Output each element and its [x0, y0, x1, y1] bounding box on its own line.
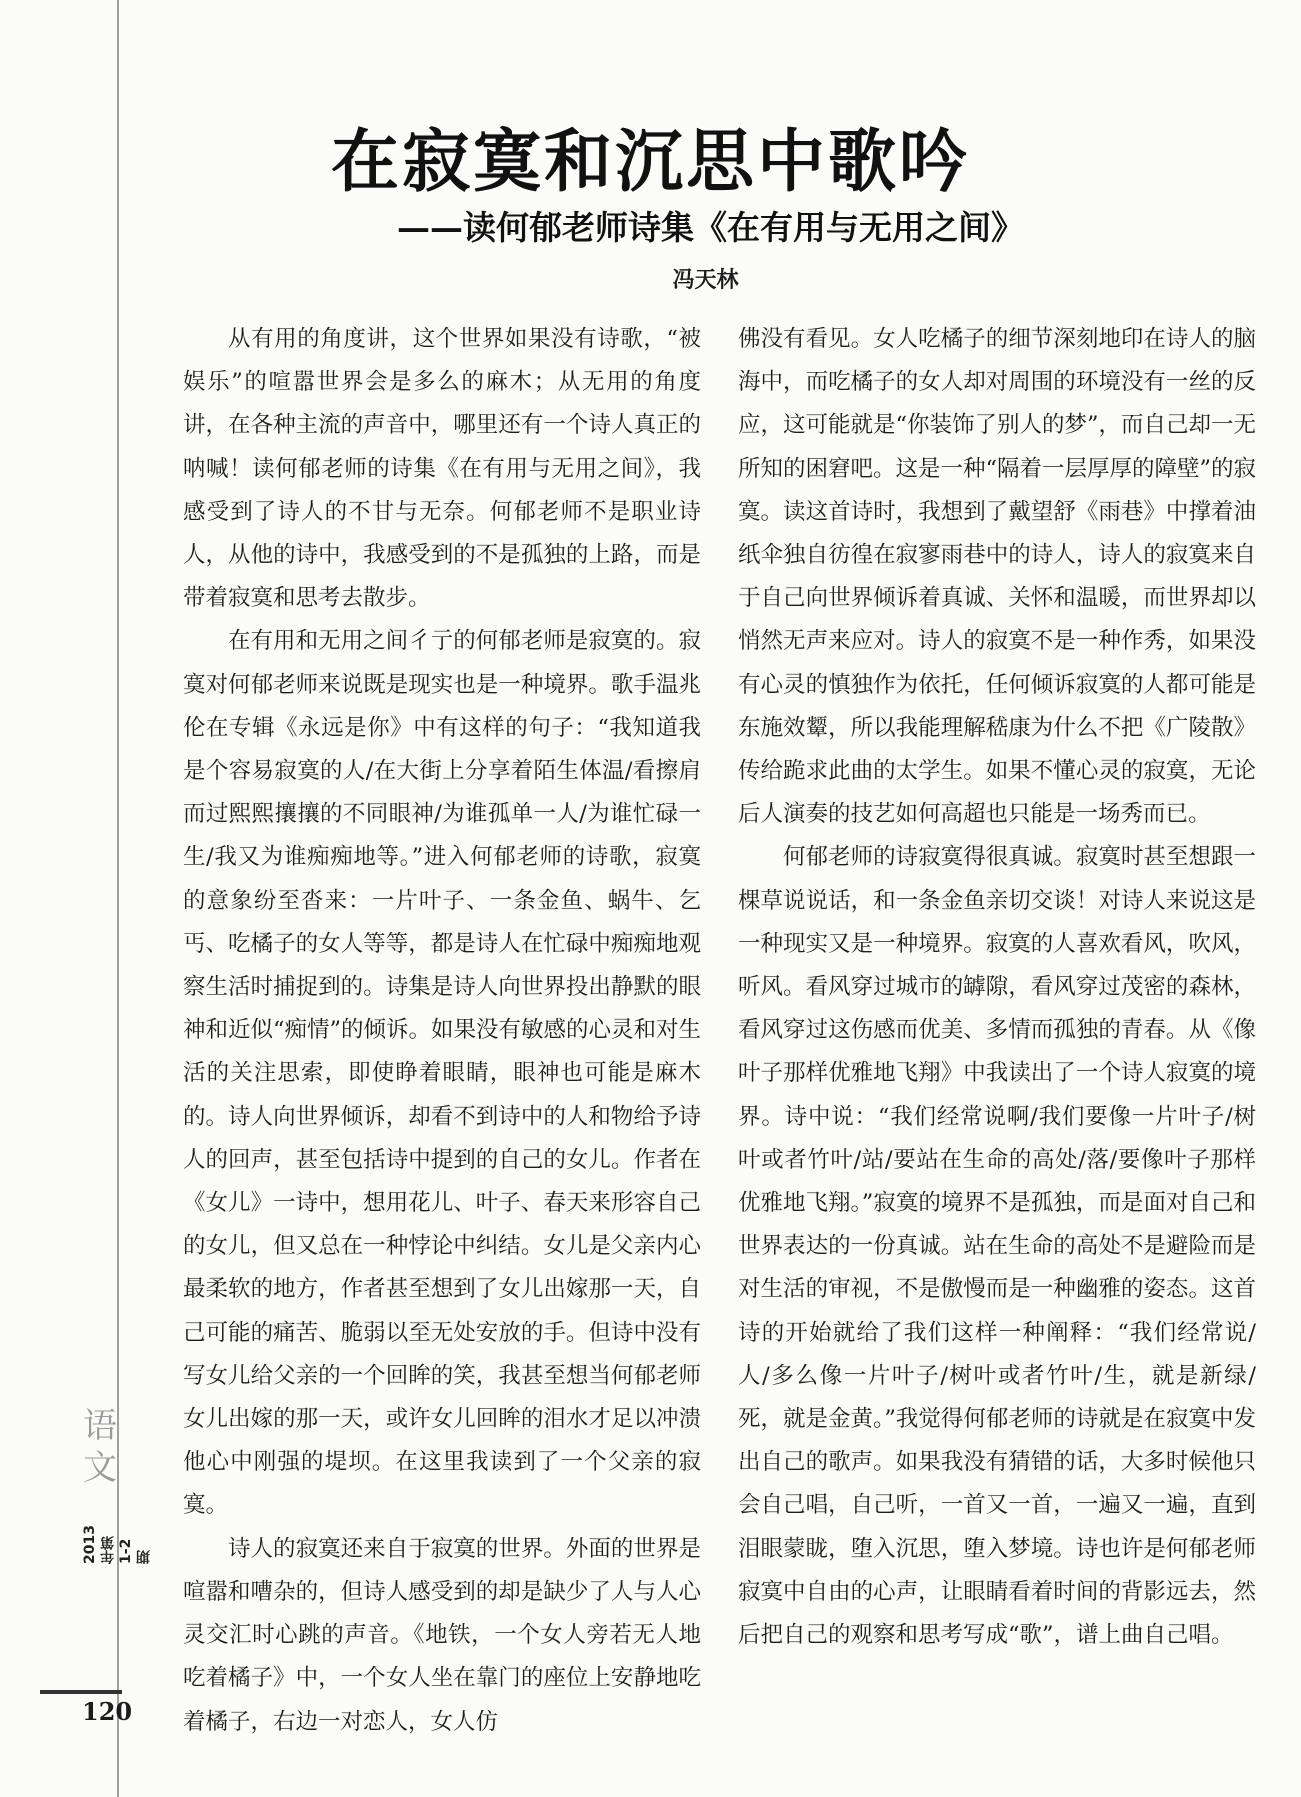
paragraph: 何郁老师的诗寂寞得很真诚。寂寞时甚至想跟一棵草说说话，和一条金鱼亲切交谈！对诗人来说这是一种现实又是一种境界。寂寞的人喜欢看风，吹风，听风。看风穿过城市的罅隙，看风穿过茂密的森林，看风穿过这伤感而优美、多情而孤独的青春。从《像叶子那样优雅地飞翔》中我读出了一个诗人寂寞的境界。诗中说：“我们经常说啊/我们要像一片叶子/树叶或者竹叶/站/要站在生命的高处/落/要像叶子那样优雅地飞翔。”寂寞的境界不是孤独，而是面对自己和世界表达的一份真诚。站在生命的高处不是避险而是对生活的审视，不是傲慢而是一种幽雅的姿态。这首诗的开始就给了我们这样一种阐释：“我们经常说/人/多么像一片叶子/树叶或者竹叶/生，就是新绿/死，就是金黄。”我觉得何郁老师的诗就是在寂寞中发出自己的歌声。如果我没有猜错的话，大多时候他只会自己唱，自己听，一首又一首，一遍又一遍，直到泪眼蒙眬，堕入沉思，堕入梦境。诗也许是何郁老师寂寞中自由的心声，让眼睛看着时间的背影远去，然后把自己的观察和思考写成“歌”，谱上曲自己唱。: [738, 844, 1256, 1649]
paragraph: 诗人的寂寞还来自于寂寞的世界。外面的世界是喧嚣和嘈杂的，但诗人感受到的却是缺少了人与人心灵交汇时心跳的声音。《地铁，一个女人旁若无人地吃着橘子》中，一个女人坐在靠门的座位上安静地吃着橘子，右边一对恋人，女人仿: [183, 1535, 701, 1735]
article-title: 在寂寞和沉思中歌吟: [330, 122, 970, 202]
journal-char: 语: [83, 1406, 117, 1446]
body-column-right: [738, 318, 1256, 1657]
page-number-rule: [40, 1690, 122, 1694]
article-subtitle: ——读何郁老师诗集《在有用与无用之间》: [397, 208, 1024, 247]
page-number: 120: [82, 1697, 133, 1726]
paragraph: 在有用和无用之间彳亍的何郁老师是寂寞的。寂寞对何郁老师来说既是现实也是一种境界。歌手温兆伦在专辑《永远是你》中有这样的句子：“我知道我是个容易寂寞的人/在大街上分享着陌生体温/看擦肩而过熙熙攘攘的不同眼神/为谁孤单一人/为谁忙碌一生/我又为谁痴痴地等。”进入何郁老师的诗歌，寂寞的意象纷至沓来：一片叶子、一条金鱼、蜗牛、乞丐、吃橘子的女人等等，都是诗人在忙碌中痴痴地观察生活时捕捉到的。诗集是诗人向世界投出静默的眼神和近似“痴情”的倾诉。如果没有敏感的心灵和对生活的关注思索，即使睁着眼睛，眼神也可能是麻木的。诗人向世界倾诉，却看不到诗中的人和物给予诗人的回声，甚至包括诗中提到的自己的女儿。作者在《女儿》一诗中，想用花儿、叶子、春天来形容自己的女儿，但又总在一种悖论中纠结。女儿是父亲内心最柔软的地方，作者甚至想到了女儿出嫁那一天，自己可能的痛苦、脆弱以至无处安放的手。但诗中没有写女儿给父亲的一个回眸的笑，我甚至想当何郁老师女儿出嫁的那一天，或许女儿回眸的泪水才足以冲溃他心中刚强的堤坝。在这里我读到了一个父亲的寂寞。: [183, 628, 702, 1519]
paragraph: 从有用的角度讲，这个世界如果没有诗歌，“被娱乐”的喧嚣世界会是多么的麻木；从无用的角度讲，在各种主流的声音中，哪里还有一个诗人真正的呐喊！读何郁老师的诗集《在有用与无用之间》，我感受到了诗人的不甘与无奈。何郁老师不是职业诗人，从他的诗中，我感受到的不是孤独的上路，而是带着寂寞和思考去散步。: [183, 326, 701, 612]
paragraph-continued: 佛没有看见。女人吃橘子的细节深刻地印在诗人的脑海中，而吃橘子的女人却对周围的环境没有一丝的反应，这可能就是“你装饰了别人的梦”，而自己却一无所知的困窘吧。这是一种“隔着一层厚厚的障壁”的寂寞。读这首诗时，我想到了戴望舒《雨巷》中撑着油纸伞独自彷徨在寂寥雨巷中的诗人，诗人的寂寞来自于自己向世界倾诉着真诚、关怀和温暖，而世界却以悄然无声来应对。诗人的寂寞不是一种作秀，如果没有心灵的慎独作为依托，任何倾诉寂寞的人都可能是东施效颦，所以我能理解嵇康为什么不把《广陵散》传给跪求此曲的太学生。如果不懂心灵的寂寞，无论后人演奏的技艺如何高超也只能是一场秀而已。: [738, 326, 1257, 828]
journal-sidebar-mark: [70, 1405, 152, 1564]
body-column-left: [183, 318, 701, 1744]
journal-char: 文: [83, 1448, 117, 1488]
article-author: 冯天林: [672, 267, 739, 293]
issue-label: 2013年第1-2期: [82, 1525, 152, 1564]
